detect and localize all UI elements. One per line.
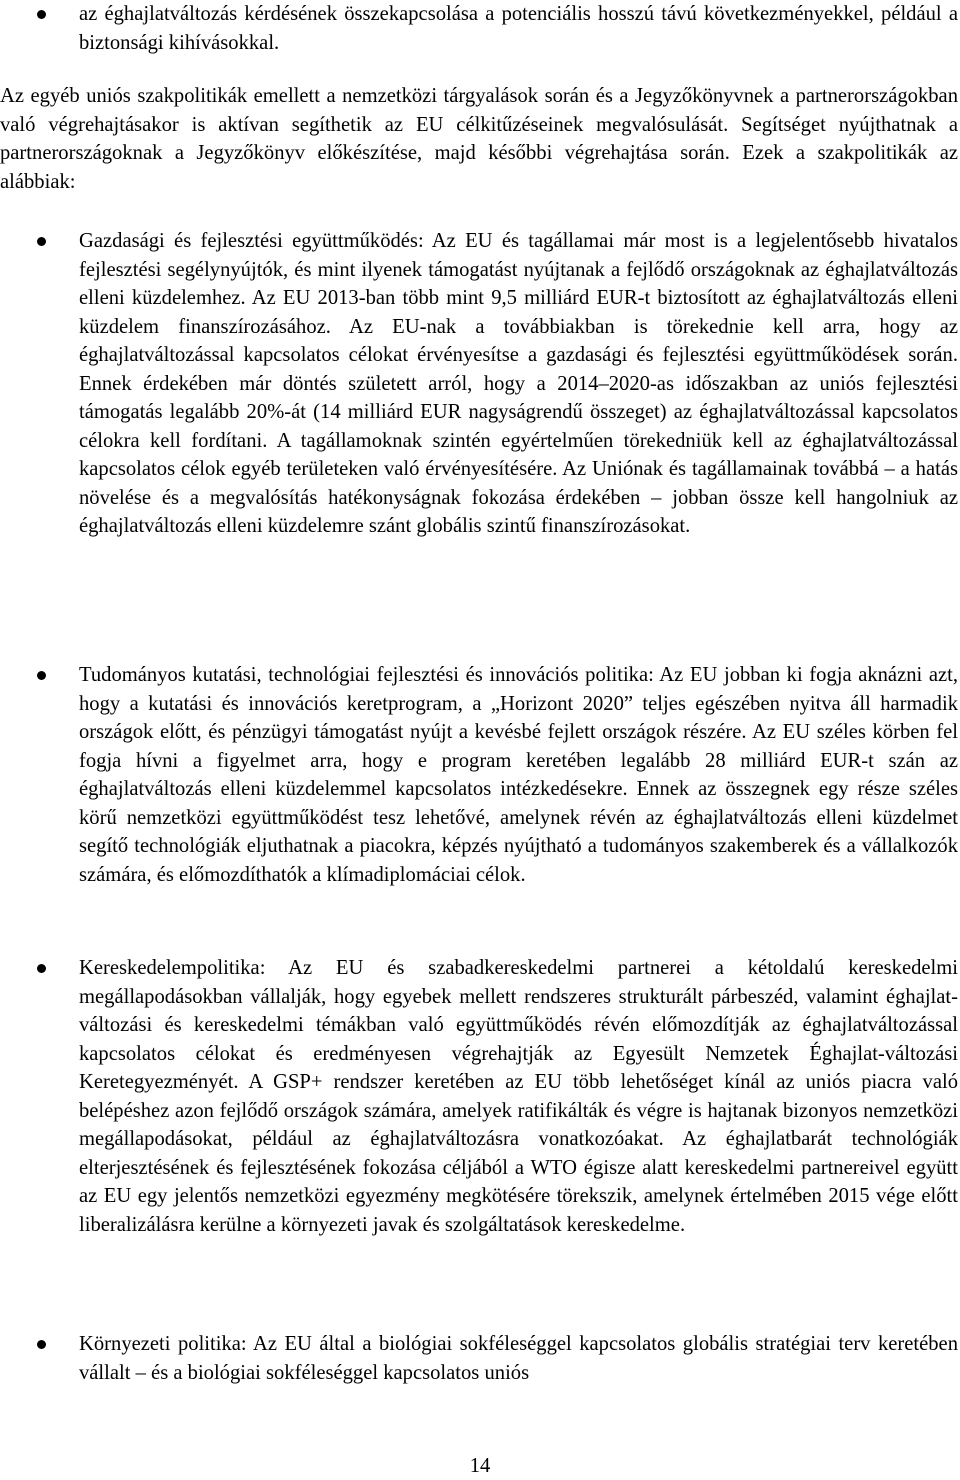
list-item-text: Gazdasági és fejlesztési együttműködés: Az EU és tagállamai már most is a legjelentősebb hivatalos fejlesztési segélynyújtók, és mint ilyenek támogatást nyújtanak a fejlődő országoknak az éghajlatváltozás elleni küzdelemhez. Az EU 2013-ban több mint 9,5 milliárd EUR-t biztosított az éghajlatváltozás elleni küzdelem finanszírozásához. Az EU-nak a továbbiakban is törekednie kell arra, hogy az éghajlatváltozással kapcsolatos célokat érvényesítse a gazdasági és fejlesztési együttműködések során. Ennek érdekében már döntés született arról, hogy a 2014–2020-as időszakban az uniós fejlesztési támogatás legalább 20%-át (14 milliárd EUR nagyságrendű összeget) az éghajlatváltozással kapcsolatos célokra kell fordítani. A tagállamoknak szintén egyértelműen törekedniük kell az éghajlatváltozással kapcsolatos célok egyéb területeken való érvényesítésére. Az Uniónak és tagállamainak továbbá – a hatás növelése és a megvalósítás hatékonyságnak fokozása érdekében – jobban össze kell hangolniuk az éghajlatváltozás elleni küzdelemre szánt globális szintű finanszírozásokat.	[79, 230, 958, 537]
bullet-icon	[37, 10, 46, 19]
bullet-icon	[37, 237, 46, 246]
intro-paragraph: Az egyéb uniós szakpolitikák emellett a nemzetközi tárgyalások során és a Jegyzőkönyvnek a partnerországokban való végrehajtásakor is aktívan segíthetik az EU célkitűzéseinek megvalósulását. Segítséget nyújthatnak a partnerországoknak a Jegyzőkönyv előkészítése, majd későbbi végrehajtása során. Ezek a szakpolitikák az alábbiak:	[0, 85, 958, 193]
list-item-text: az éghajlatváltozás kérdésének összekapcsolása a potenciális hosszú távú következményekkel, például a biztonsági kihívásokkal.	[79, 3, 958, 54]
page-number: 14	[469, 1455, 491, 1477]
bullet-icon	[37, 671, 46, 680]
list-item-text: Tudományos kutatási, technológiai fejlesztési és innovációs politika: Az EU jobban ki fogja aknázni azt, hogy a kutatási és innovációs keretprogram, a „Horizont 2020” teljes egészében nyitva áll harmadik országok előtt, és pénzügyi támogatást nyújt a kevésbé fejlett országok részére. Az EU széles körben fel fogja hívni a figyelmet arra, hogy e program keretében legalább 28 milliárd EUR-t szán az éghajlatváltozás elleni küzdelemmel kapcsolatos intézkedésekre. Ennek az összegnek egy része széles körű nemzetközi együttműködést tesz lehetővé, amelynek révén az éghajlatváltozás elleni küzdelmet segítő technológiák eljuthatnak a piacokra, képzés nyújtható a tudományos szakemberek és a vállalkozók számára, és előmozdíthatók a klímadiplomáciai célok.	[79, 664, 958, 886]
list-item-text: Környezeti politika: Az EU által a biológiai sokféleséggel kapcsolatos globális stratégiai terv keretében vállalt – és a biológiai sokféleséggel kapcsolatos uniós	[79, 1333, 958, 1384]
list-item-text: Kereskedelempolitika: Az EU és szabadkereskedelmi partnerei a kétoldalú kereskedelmi megállapodásokban vállalják, hogy egyebek mellett rendszeres strukturált párbeszéd, valamint éghajlat-változási és kereskedelmi témákban való együttműködés révén előmozdítják az éghajlatváltozással kapcsolatos célokat és eredményesen végrehajtják az Egyesült Nemzetek Éghajlat-változási Keretegyezményét. A GSP+ rendszer keretében az EU több lehetőséget kínál az uniós piacra való belépéshez azon fejlődő országok számára, amelyek ratifikálták és végre is hajtanak bizonyos nemzetközi megállapodásokat, például az éghajlatváltozásra vonatkozóakat. Az éghajlatbarát technológiák elterjesztésének és fejlesztésének fokozása céljából a WTO égisze alatt kereskedelmi partnereivel együtt az EU egy jelentős nemzetközi egyezmény megkötésére törekszik, amelynek értelmében 2015 vége előtt liberalizálásra kerülne a környezeti javak és szolgáltatások kereskedelme.	[79, 957, 958, 1236]
bullet-icon	[37, 1340, 46, 1349]
bullet-icon	[37, 964, 46, 973]
